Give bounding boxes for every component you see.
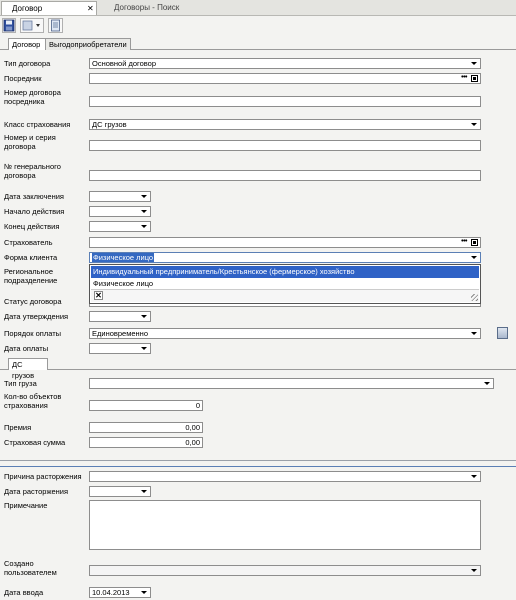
- dropdown-footer: [91, 289, 479, 302]
- chevron-down-icon[interactable]: [484, 382, 490, 385]
- client-form-value: Физическое лицо: [93, 253, 154, 262]
- chevron-down-icon[interactable]: [471, 123, 477, 126]
- regional-division-label: Региональное подразделение: [4, 267, 58, 285]
- tab-beneficiaries[interactable]: [45, 38, 131, 50]
- tab-contract[interactable]: [8, 38, 46, 50]
- cargo-type-select[interactable]: [89, 378, 494, 389]
- start-date-picker[interactable]: [89, 206, 151, 217]
- ellipsis-icon[interactable]: •••: [461, 238, 467, 245]
- client-form-label: Форма клиента: [4, 253, 58, 262]
- contract-type-label: Тип договора: [4, 59, 51, 68]
- client-form-select[interactable]: [89, 252, 481, 263]
- close-icon[interactable]: ✕: [87, 4, 94, 13]
- chevron-down-icon[interactable]: [141, 591, 147, 594]
- approval-date-label: Дата утверждения: [4, 312, 69, 321]
- tab-label: Договор: [12, 4, 43, 13]
- tab-beneficiaries-label: Выгодоприобретатели: [49, 40, 127, 49]
- tools-dropdown-button[interactable]: [20, 18, 44, 33]
- document-icon: [49, 19, 62, 32]
- section-divider-accent: [0, 466, 516, 467]
- end-date-label: Конец действия: [4, 222, 60, 231]
- premium-label: Премия: [4, 423, 32, 432]
- sum-insured-input[interactable]: 0,00: [89, 437, 203, 448]
- general-contract-label: № генерального договора: [4, 162, 61, 180]
- chevron-down-icon[interactable]: [141, 195, 147, 198]
- object-count-label: Кол-во объектов страхования: [4, 392, 62, 410]
- payment-order-value: Единовременно: [92, 329, 148, 338]
- chevron-down-icon[interactable]: [471, 475, 477, 478]
- conclusion-date-label: Дата заключения: [4, 192, 64, 201]
- note-textarea[interactable]: [89, 500, 481, 550]
- document-tab-bar: [0, 0, 516, 16]
- intermediary-field[interactable]: [89, 73, 481, 84]
- termination-reason-select[interactable]: [89, 471, 481, 482]
- note-label: Примечание: [4, 501, 48, 510]
- end-date-picker[interactable]: [89, 221, 151, 232]
- cargo-tab-line: [0, 369, 516, 370]
- general-contract-input[interactable]: [89, 170, 481, 181]
- start-date-label: Начало действия: [4, 207, 65, 216]
- insurer-field[interactable]: [89, 237, 481, 248]
- sum-insured-label: Страховая сумма: [4, 438, 66, 447]
- chevron-down-icon[interactable]: [471, 256, 477, 259]
- cargo-type-label: Тип груза: [4, 379, 37, 388]
- clear-icon[interactable]: ✕: [95, 291, 102, 300]
- chevron-down-icon[interactable]: [141, 210, 147, 213]
- chevron-down-icon[interactable]: [141, 315, 147, 318]
- contract-number-input[interactable]: [89, 140, 481, 151]
- object-count-input[interactable]: 0: [89, 400, 203, 411]
- tab-contracts-search[interactable]: [114, 1, 214, 15]
- payment-order-label: Порядок оплаты: [4, 329, 62, 338]
- approval-date-picker[interactable]: [89, 311, 151, 322]
- tab-label: Договоры - Поиск: [114, 3, 180, 12]
- client-form-option[interactable]: Индивидуальный предприниматель/Крестьянское (фермерское) хозяйство: [91, 266, 479, 278]
- ellipsis-icon[interactable]: •••: [461, 74, 467, 81]
- termination-reason-label: Причина расторжения: [4, 472, 82, 481]
- contract-type-value: Основной договор: [92, 59, 156, 68]
- entry-date-value: 10.04.2013: [92, 588, 130, 597]
- document-button[interactable]: [48, 18, 63, 33]
- chevron-down-icon[interactable]: [141, 490, 147, 493]
- section-divider: [0, 460, 516, 461]
- intermediary-contract-label: Номер договора посредника: [4, 88, 61, 106]
- tab-contract-label: Договор: [12, 40, 41, 49]
- insurer-label: Страхователь: [4, 238, 53, 247]
- intermediary-label: Посредник: [4, 74, 42, 83]
- chevron-down-icon[interactable]: [471, 332, 477, 335]
- contract-type-select[interactable]: [89, 58, 481, 69]
- payment-date-label: Дата оплаты: [4, 344, 49, 353]
- payment-date-picker[interactable]: [89, 343, 151, 354]
- tab-cargo[interactable]: [8, 358, 48, 380]
- termination-date-picker[interactable]: [89, 486, 151, 497]
- termination-date-label: Дата расторжения: [4, 487, 69, 496]
- created-by-select[interactable]: [89, 565, 481, 576]
- contract-number-label: Номер и серия договора: [4, 133, 56, 151]
- premium-input[interactable]: 0,00: [89, 422, 203, 433]
- payment-schedule-icon[interactable]: [497, 327, 508, 339]
- insurance-class-value: ДС грузов: [92, 120, 127, 129]
- insurance-class-label: Класс страхования: [4, 120, 71, 129]
- client-form-option[interactable]: Физическое лицо: [93, 279, 154, 288]
- tab-cargo-label: ДС грузов: [12, 360, 35, 380]
- insurance-class-select[interactable]: [89, 119, 481, 130]
- entry-date-picker[interactable]: [89, 587, 151, 598]
- toolbar: [0, 16, 516, 36]
- contract-status-label: Статус договора: [4, 297, 62, 306]
- resize-grip-icon[interactable]: [471, 294, 478, 301]
- save-icon: [3, 19, 15, 32]
- payment-order-select[interactable]: [89, 328, 481, 339]
- open-select-icon[interactable]: [471, 239, 478, 246]
- entry-date-label: Дата ввода: [4, 588, 44, 597]
- dropdown-tool-icon: [21, 19, 43, 32]
- conclusion-date-picker[interactable]: [89, 191, 151, 202]
- chevron-down-icon[interactable]: [471, 569, 477, 572]
- chevron-down-icon[interactable]: [141, 225, 147, 228]
- chevron-down-icon[interactable]: [141, 347, 147, 350]
- created-by-label: Создано пользователем: [4, 559, 57, 577]
- open-select-icon[interactable]: [471, 75, 478, 82]
- intermediary-contract-input[interactable]: [89, 96, 481, 107]
- client-form-dropdown: [89, 264, 481, 304]
- tab-contract-document[interactable]: [1, 1, 97, 15]
- save-button[interactable]: [2, 18, 16, 33]
- chevron-down-icon[interactable]: [471, 62, 477, 65]
